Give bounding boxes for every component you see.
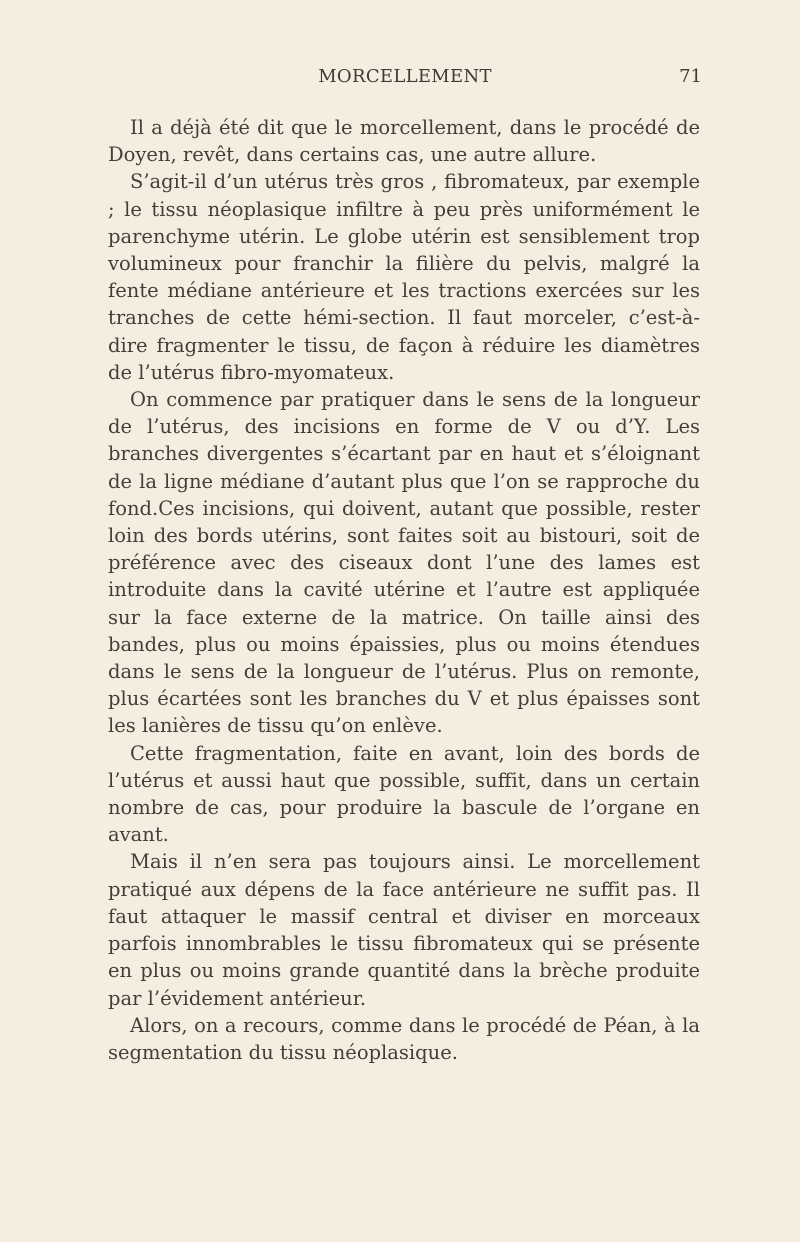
paragraph: Mais il n’en sera pas toujours ainsi. Le morcellement pratiqué aux dépens de la face antérieure ne suffit pas. Il faut attaquer le massif central et diviser en morceaux parfois innombrables le tissu fibromateux qui se présente en plus ou moins grande quantité dans la brèche produite par l’évidement antérieur. (108, 850, 700, 1010)
paragraph: On commence par pratiquer dans le sens de la longueur de l’utérus, des incisions en forme de V ou d’Y. Les branches divergentes s’écartant par en haut et s’éloignant de la ligne médiane d’autant plus que l’on se rapproche du fond.Ces incisions, qui doivent, autant que possible, rester loin des bords utérins, sont faites soit au bistouri, soit de préférence avec des ciseaux dont l’une des lames est introduite dans la cavité utérine et l’autre est appliquée sur la face externe de la matrice. On taille ainsi des bandes, plus ou moins épaissies, plus ou moins étendues dans le sens de la longueur de l’utérus. Plus on remonte, plus écartées sont les branches du V et plus épaisses sont les lanières de tissu qu’on enlève. (108, 388, 700, 738)
paragraph: Alors, on a recours, comme dans le procédé de Péan, à la segmentation du tissu néoplasique. (108, 1013, 700, 1064)
body-text (108, 114, 700, 1066)
running-title: MORCELLEMENT (318, 66, 492, 87)
page-number: 71 (679, 66, 702, 87)
paragraph: S’agit-il d’un utérus très gros , fibromateux, par exemple ; le tissu néoplasique infiltre à peu près uniformément le parenchyme utérin. Le globe utérin est sensiblement trop volumineux pour franchir la filière du pelvis, malgré la fente médiane antérieure et les tractions exercées sur les tranches de cette hémi-section. Il faut morceler, c’est-à-dire fragmenter le tissu, de façon à réduire les diamètres de l’utérus fibro-myomateux. (108, 170, 700, 384)
paragraph: Cette fragmentation, faite en avant, loin des bords de l’utérus et aussi haut que possible, suffit, dans un certain nombre de cas, pour produire la bascule de l’organe en avant. (108, 741, 700, 847)
running-header (108, 66, 702, 94)
paragraph: Il a déjà été dit que le morcellement, dans le procédé de Doyen, revêt, dans certains cas, une autre allure. (108, 116, 700, 167)
